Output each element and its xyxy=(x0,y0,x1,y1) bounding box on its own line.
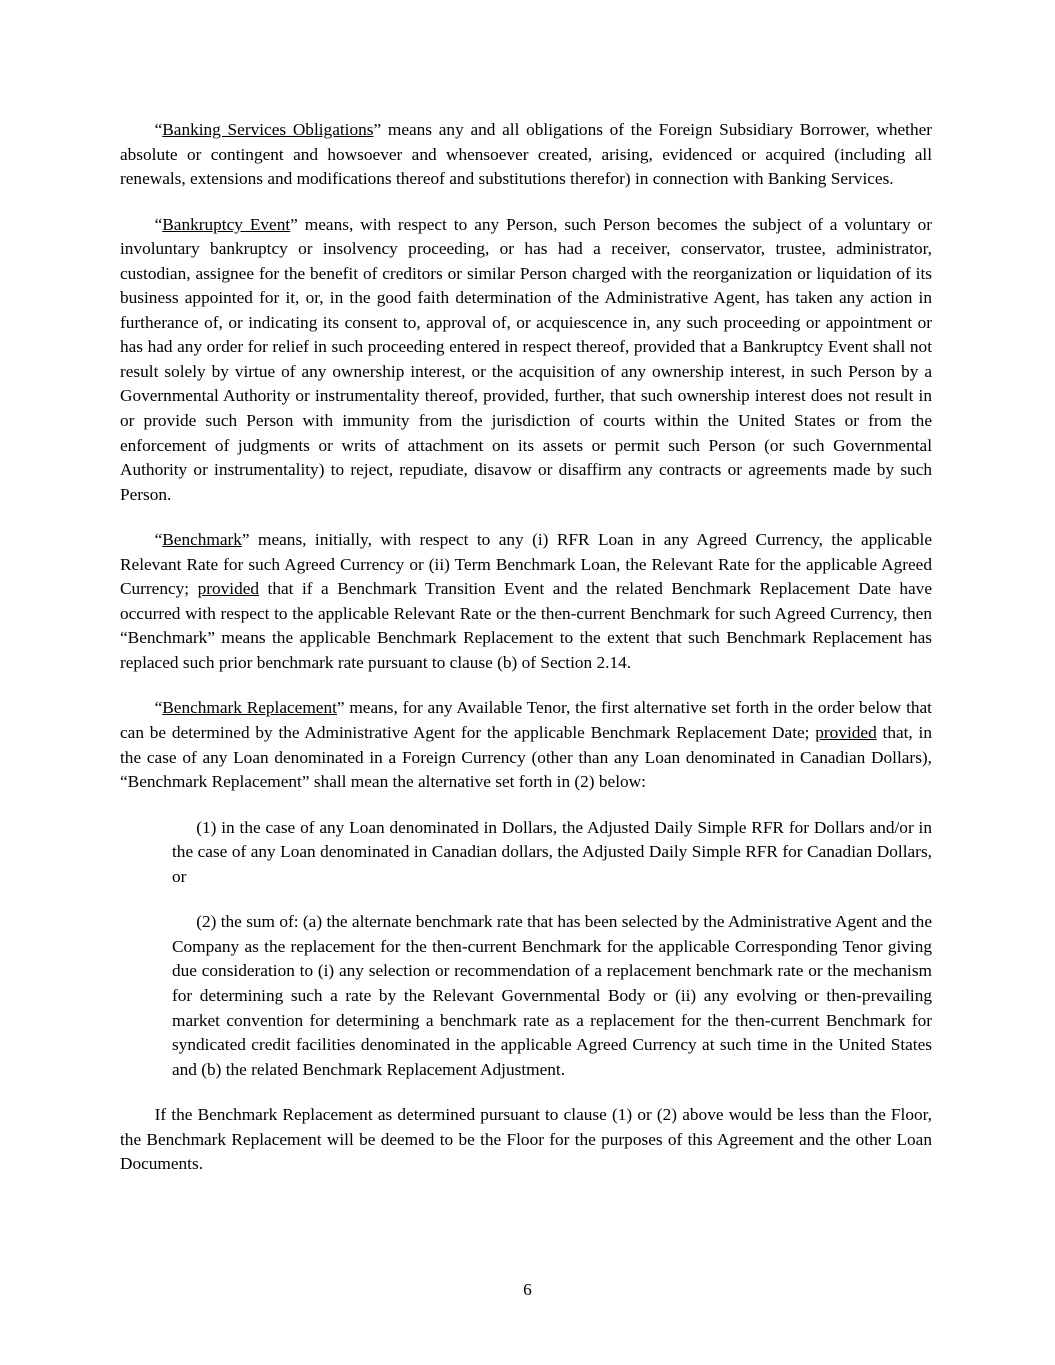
definition-text-benchmark-replacement-part-1: means, for any Available Tenor, the first alternative set forth in the order below that can be determined by the Administrative Agent for the applicable Benchmark Replacement Date; xyxy=(120,698,932,743)
definition-text-benchmark-part-1: means, initially, with respect to any (i) RFR Loan in any Agreed Currency, the applicable Relevant Rate for such Agreed Currency or (ii) Term Benchmark Loan, the Relevant Rate for the applicable Agreed Currency; xyxy=(120,530,932,599)
page-number: 6 xyxy=(523,1280,532,1299)
definition-paragraph-benchmark-replacement xyxy=(120,696,932,794)
quote-open: “ xyxy=(154,698,163,718)
page-body xyxy=(120,118,932,1198)
defined-term-benchmark-replacement: Benchmark Replacement xyxy=(162,698,337,718)
defined-term-bankruptcy-event: Bankruptcy Event xyxy=(162,214,291,234)
definition-text-benchmark-replacement-part-2: that, in the case of any Loan denominated in a Foreign Currency (other than any Loan denominated in Canadian Dollars), “Benchmark Replacement” shall mean the alternative set forth in (2) below: xyxy=(120,723,932,792)
proviso-keyword: provided xyxy=(197,579,260,599)
quote-close: ” xyxy=(290,214,298,234)
defined-term-benchmark: Benchmark xyxy=(162,530,242,550)
definition-paragraph-banking-services-obligations xyxy=(120,118,932,192)
definition-text-banking-services-obligations: means any and all obligations of the Foreign Subsidiary Borrower, whether absolute or contingent and howsoever and whensoever created, arising, evidenced or acquired (including all renewals, extensions and modifications thereof and substitutions therefor) in connection with Banking Services. xyxy=(120,120,933,189)
proviso-keyword: provided xyxy=(815,723,877,743)
definition-text-bankruptcy-event: means, with respect to any Person, such Person becomes the subject of a voluntary or involuntary bankruptcy or insolvency proceeding, or has had a receiver, conservator, trustee, administrator, custodian, assignee for the benefit of creditors or similar Person charged with the reorganization or liquidation of its business appointed for it, or, in the good faith determination of the Administrative Agent, has taken any action in furtherance of, or indicating its consent to, approval of, or acquiescence in, any such proceeding or appointment or has had any order for relief in such proceeding entered in respect thereof, provided that a Bankruptcy Event shall not result solely by virtue of any ownership interest, or the acquisition of any ownership interest, in such Person by a Governmental Authority or instrumentality thereof, provided, further, that such ownership interest does not result in or provide such Person with immunity from the jurisdiction of courts within the United States or from the enforcement of judgments or writs of attachment on its assets or permit such Person (or such Governmental Authority or instrumentality) to reject, repudiate, disavow or disaffirm any contracts or agreements made by such Person. xyxy=(120,214,932,504)
quote-close: ” xyxy=(336,698,345,718)
definition-text-benchmark-part-2: that if a Benchmark Transition Event and the related Benchmark Replacement Date have occurred with respect to the applicable Relevant Rate or the then-current Benchmark for such Agreed Currency, then “Benchmark” means the applicable Benchmark Replacement to the extent that such Benchmark Replacement has replaced such prior benchmark rate pursuant to clause (b) of Section 2.14. xyxy=(120,579,932,672)
quote-open: “ xyxy=(154,120,163,139)
quote-close: ” xyxy=(373,120,382,139)
defined-term-banking-services-obligations: Banking Services Obligations xyxy=(162,120,374,139)
quote-open: “ xyxy=(154,530,163,550)
quote-close: ” xyxy=(241,530,250,550)
quote-open: “ xyxy=(154,214,163,234)
closing-paragraph: If the Benchmark Replacement as determined pursuant to clause (1) or (2) above would be less than the Floor, the Benchmark Replacement will be deemed to be the Floor for the purposes of this Agreement and the other Loan Documents. xyxy=(120,1105,932,1174)
definition-paragraph-bankruptcy-event xyxy=(120,213,932,508)
subclause-2: (2) the sum of: (a) the alternate benchmark rate that has been selected by the Administrative Agent and the Company as the replacement for the then-current Benchmark for the applicable Corresponding Tenor giving due consideration to (i) any selection or recommendation of a replacement benchmark rate or the mechanism for determining such a rate by the Relevant Governmental Body or (ii) any evolving or then-prevailing market convention for determining a benchmark rate as a replacement for the then-current Benchmark for syndicated credit facilities denominated in the applicable Agreed Currency at such time in the United States and (b) the related Benchmark Replacement Adjustment. xyxy=(172,912,932,1079)
definition-paragraph-benchmark xyxy=(120,528,932,675)
subclause-1: (1) in the case of any Loan denominated in Dollars, the Adjusted Daily Simple RFR for Dollars and/or in the case of any Loan denominated in Canadian dollars, the Adjusted Daily Simple RFR for Canadian Dollars, or xyxy=(172,817,932,886)
